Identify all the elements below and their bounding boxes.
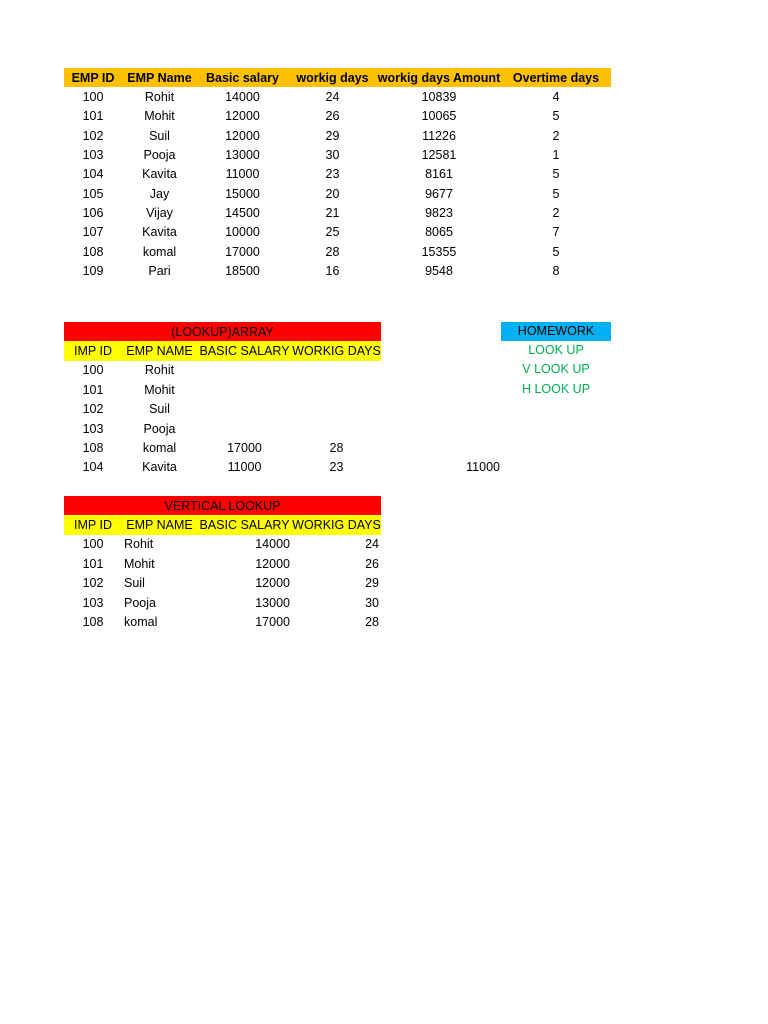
table-cell[interactable]: 108 [82, 615, 104, 630]
table-cell[interactable]: 8 [552, 264, 560, 279]
table-cell[interactable]: 100 [82, 363, 104, 378]
header-basic-salary[interactable]: BASIC SALARY [199, 344, 290, 359]
table-cell[interactable]: 102 [82, 576, 104, 591]
table-cell[interactable]: 12581 [421, 148, 457, 163]
table-row [64, 554, 381, 573]
table-cell[interactable]: komal [142, 441, 177, 456]
table-cell[interactable]: 28 [365, 615, 379, 630]
table-cell[interactable]: 14000 [225, 90, 260, 105]
table-row [64, 165, 611, 184]
table-cell[interactable]: Kavita [142, 460, 177, 475]
header-imp-id[interactable]: IMP ID [74, 344, 112, 359]
table-cell[interactable]: 4 [552, 90, 560, 105]
vertical-lookup-title[interactable] [64, 496, 381, 515]
table-row [64, 593, 381, 612]
table-row [64, 242, 611, 261]
table-cell[interactable]: 17000 [255, 615, 290, 630]
table-cell[interactable]: 108 [82, 441, 104, 456]
table-cell[interactable]: Rohit [124, 537, 154, 552]
table-cell[interactable]: 5 [552, 244, 560, 259]
table-cell[interactable]: 104 [82, 167, 104, 182]
table-row [64, 400, 381, 419]
table-cell[interactable]: Kavita [142, 225, 177, 240]
table-cell[interactable]: 23 [329, 460, 344, 475]
table-cell[interactable]: 14000 [255, 537, 290, 552]
table-cell[interactable]: 101 [82, 382, 104, 397]
table-cell[interactable]: Pooja [143, 148, 176, 163]
table-row [64, 438, 381, 457]
table-cell[interactable]: 21 [325, 206, 340, 221]
table-row [64, 574, 381, 593]
table-cell[interactable]: 103 [82, 421, 104, 436]
table-cell[interactable]: Vijay [146, 206, 173, 221]
table-row [64, 612, 381, 631]
table-cell[interactable]: 11000 [227, 460, 262, 475]
homework-item-lookup[interactable]: LOOK UP [528, 343, 584, 357]
table-cell[interactable]: 14500 [225, 206, 260, 221]
table-cell[interactable]: 2 [552, 206, 560, 221]
employee-table [64, 68, 611, 281]
homework-item-vlookup[interactable]: V LOOK UP [522, 362, 590, 376]
table-cell[interactable]: 9823 [425, 206, 453, 221]
table-cell[interactable]: Jay [149, 186, 170, 201]
table-cell[interactable]: 24 [365, 537, 379, 552]
table-cell[interactable]: Rohit [144, 363, 175, 378]
header-emp-id[interactable]: EMP ID [71, 70, 115, 85]
table-cell[interactable]: Pooja [143, 421, 176, 436]
table-cell[interactable]: 104 [82, 460, 104, 475]
table-cell[interactable]: 28 [325, 244, 340, 259]
table-cell[interactable]: 11226 [422, 128, 456, 143]
homework-item-hlookup[interactable]: H LOOK UP [521, 382, 591, 396]
table-cell[interactable]: 2 [552, 128, 560, 143]
table-cell[interactable]: Rohit [144, 90, 175, 105]
table-row [64, 380, 381, 399]
table-cell[interactable]: 29 [365, 576, 379, 591]
table-cell[interactable]: 12000 [255, 576, 290, 591]
table-cell[interactable]: 5 [552, 109, 560, 124]
table-row [64, 203, 611, 222]
table-cell[interactable]: 20 [325, 186, 340, 201]
table-cell[interactable]: 10065 [421, 109, 457, 124]
table-cell[interactable]: 17000 [227, 441, 262, 456]
table-cell[interactable]: 13000 [225, 148, 260, 163]
table-row [64, 261, 611, 280]
header-working-days[interactable]: workig days [296, 70, 369, 85]
table-cell[interactable]: 10839 [421, 90, 457, 105]
table-cell[interactable]: 30 [325, 148, 340, 163]
vertical-lookup-header [64, 515, 381, 534]
header-emp-name[interactable]: EMP Name [127, 70, 192, 85]
table-cell[interactable]: 5 [552, 167, 560, 182]
table-cell[interactable]: Suil [149, 128, 170, 143]
header-imp-id[interactable]: IMP ID [74, 518, 112, 533]
table-cell[interactable]: 106 [82, 206, 104, 221]
table-row [64, 419, 381, 438]
table-cell[interactable]: Mohit [144, 109, 175, 124]
table-cell[interactable]: Mohit [124, 556, 155, 571]
table-cell[interactable]: 25 [325, 225, 340, 240]
table-cell[interactable]: 29 [325, 128, 340, 143]
table-cell[interactable]: 108 [82, 244, 104, 259]
table-cell[interactable]: 102 [82, 402, 104, 417]
table-cell[interactable]: 103 [82, 148, 104, 163]
lookup-result-cell[interactable]: 11000 [466, 460, 500, 474]
table-row [64, 535, 381, 554]
table-cell[interactable]: 109 [82, 264, 104, 279]
table-row [64, 184, 611, 203]
lookup-array-title-text: (LOOKUP)ARRAY [171, 324, 274, 339]
table-row [64, 126, 611, 145]
table-cell[interactable]: 18500 [225, 264, 260, 279]
vertical-lookup-title-text: VERTICAL LOOKUP [164, 498, 281, 513]
table-cell[interactable]: komal [124, 615, 158, 630]
table-row [64, 223, 611, 242]
table-row [64, 458, 381, 477]
header-working-days[interactable]: WORKIG DAYS [292, 518, 381, 533]
employee-table-header [64, 68, 611, 87]
table-cell[interactable]: 15355 [421, 244, 457, 259]
header-working-days-amount[interactable]: workig days Amount [377, 70, 501, 85]
lookup-array-table [64, 322, 381, 477]
table-cell[interactable]: 10000 [225, 225, 260, 240]
table-cell[interactable]: 24 [325, 90, 340, 105]
table-cell[interactable]: 17000 [225, 244, 260, 259]
table-cell[interactable]: 23 [325, 167, 340, 182]
table-cell[interactable]: 107 [82, 225, 104, 240]
table-cell[interactable]: 100 [82, 537, 104, 552]
table-cell[interactable]: 101 [82, 109, 104, 124]
table-row [64, 87, 611, 106]
table-cell[interactable]: 11000 [225, 167, 260, 182]
header-working-days[interactable]: WORKIG DAYS [292, 344, 381, 359]
table-cell[interactable]: 102 [82, 128, 104, 143]
table-cell[interactable]: komal [142, 244, 177, 259]
table-cell[interactable]: 103 [82, 595, 104, 610]
header-basic-salary[interactable]: Basic salary [206, 70, 279, 85]
table-cell[interactable]: 15000 [225, 186, 260, 201]
table-cell[interactable]: 1 [552, 148, 560, 163]
table-row [64, 145, 611, 164]
vertical-lookup-table [64, 496, 381, 632]
table-cell[interactable]: 8065 [425, 225, 453, 240]
table-cell[interactable]: 26 [325, 109, 340, 124]
table-cell[interactable]: 7 [552, 225, 560, 240]
table-cell[interactable]: 16 [325, 264, 340, 279]
table-cell[interactable]: 9677 [425, 186, 453, 201]
table-cell[interactable]: Pari [148, 264, 171, 279]
table-cell[interactable]: 105 [82, 186, 104, 201]
table-cell[interactable]: 28 [329, 441, 344, 456]
table-cell[interactable]: 12000 [225, 109, 260, 124]
header-emp-name[interactable]: EMP NAME [126, 518, 193, 533]
table-cell[interactable]: 100 [82, 90, 104, 105]
table-cell[interactable]: 12000 [225, 128, 260, 143]
table-cell[interactable]: Suil [149, 402, 170, 417]
header-emp-name[interactable]: EMP NAME [126, 344, 193, 359]
table-cell[interactable]: 5 [552, 186, 560, 201]
table-cell[interactable]: 12000 [255, 556, 290, 571]
header-overtime-days[interactable]: Overtime days [512, 70, 600, 85]
lookup-array-title[interactable] [64, 322, 381, 341]
homework-title[interactable]: HOMEWORK [501, 322, 611, 341]
table-row [64, 361, 381, 380]
table-cell[interactable]: Pooja [124, 595, 156, 610]
table-cell[interactable]: 26 [365, 556, 379, 571]
table-cell[interactable]: 30 [365, 595, 379, 610]
table-cell[interactable]: Mohit [144, 382, 175, 397]
table-cell[interactable]: Kavita [142, 167, 177, 182]
table-cell[interactable]: 9548 [425, 264, 453, 279]
lookup-array-header [64, 341, 381, 360]
table-cell[interactable]: 8161 [425, 167, 453, 182]
table-row [64, 107, 611, 126]
table-cell[interactable]: Suil [124, 576, 145, 591]
table-cell[interactable]: 13000 [255, 595, 290, 610]
header-basic-salary[interactable]: BASIC SALARY [199, 518, 290, 533]
table-cell[interactable]: 101 [82, 556, 104, 571]
